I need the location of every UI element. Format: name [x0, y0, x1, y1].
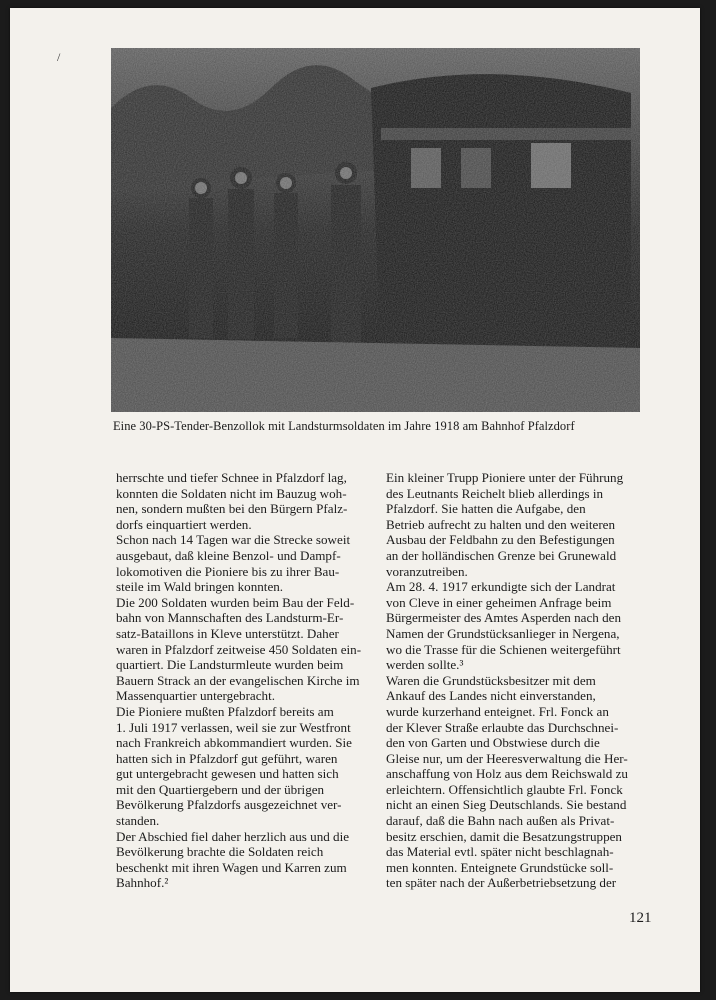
paragraph: herrschte und tiefer Schnee in Pfalzdorf lag, konnten die Soldaten nicht im Bauzug woh- nen, sondern mußten bei den Bürgern Pfalz- dorfs einquartiert werden.	[116, 470, 348, 532]
locomotive-photo-icon	[111, 48, 640, 412]
paragraph: Der Abschied fiel daher herzlich aus und die Bevölkerung brachte die Soldaten reich beschenkt mit ihren Wagen und Karren zum Bahnhof.²	[116, 828, 350, 891]
left-text-column	[116, 470, 378, 891]
paragraph: Am 28. 4. 1917 erkundigte sich der Landrat von Cleve in einer geheimen Anfrage beim Bürgermeister des Amtes Asperden nach den Namen der Grundstücksanlieger in Nergena, wo die Trasse für die Schienen weitergeführt werden sollte.³	[386, 579, 622, 673]
right-text-column	[386, 470, 648, 891]
document-page	[10, 8, 700, 992]
paragraph: Die Pioniere mußten Pfalzdorf bereits am 1. Juli 1917 verlassen, weil sie zur Westfront nach Frankreich abkommandiert wurden. Sie hatten sich in Pfalzdorf gut geführt, waren gut untergebracht gewesen und hatten sich mit den Quartiergebern und der übrigen Bevölkerung Pfalzdorfs ausgezeichnet ver- standen.	[116, 703, 352, 829]
historic-photo	[111, 48, 640, 412]
paragraph: Ein kleiner Trupp Pioniere unter der Führung des Leutnants Reichelt blieb allerdings in Pfalzdorf. Sie hatten die Aufgabe, den Betrieb aufrecht zu halten und den weiteren Ausbau der Feldbahn zu den Befestigungen an der holländischen Grenze bei Grunewald voranzutreiben.	[386, 470, 624, 579]
page-number: 121	[629, 910, 652, 926]
margin-mark: /	[57, 50, 61, 64]
figure-caption: Eine 30-PS-Tender-Benzollok mit Landsturmsoldaten im Jahre 1918 am Bahnhof Pfalzdorf	[113, 419, 575, 433]
paragraph: Waren die Grundstücksbesitzer mit dem Ankauf des Landes nicht einverstanden, wurde kurzerhand enteignet. Frl. Fonck an der Klever Straße erlaubte das Durchschnei- den von Garten und Obstwiese durch die Gleise nur, um der Heeresverwaltung die Her- anschaffung von Holz aus dem Reichswald zu erleichtern. Offensichtlich glaubte Frl. Fonck nicht an einen Sieg Deutschlands. Sie bestand darauf, daß die Bahn nach außen als Privat- besitz erschien, damit die Besatzungstruppen das Material evtl. später nicht beschlagnah- men konnten. Enteignete Grundstücke soll- ten später nach der Außerbetriebsetzung der	[386, 672, 628, 891]
paragraph: Die 200 Soldaten wurden beim Bau der Feld- bahn von Mannschaften des Landsturm-Er- satz-Bataillons in Kleve unterstützt. Daher waren in Pfalzdorf zeitweise 450 Soldaten ein- quartiert. Die Landsturmleute wurden beim Bauern Strack an der evangelischen Kirche im Massenquartier untergebracht.	[116, 594, 362, 704]
paragraph: Schon nach 14 Tagen war die Strecke soweit ausgebaut, daß kleine Benzol- und Dampf- lokomotiven die Pioniere bis zu ihrer Bau- steile im Wald bringen konnten.	[116, 532, 351, 595]
